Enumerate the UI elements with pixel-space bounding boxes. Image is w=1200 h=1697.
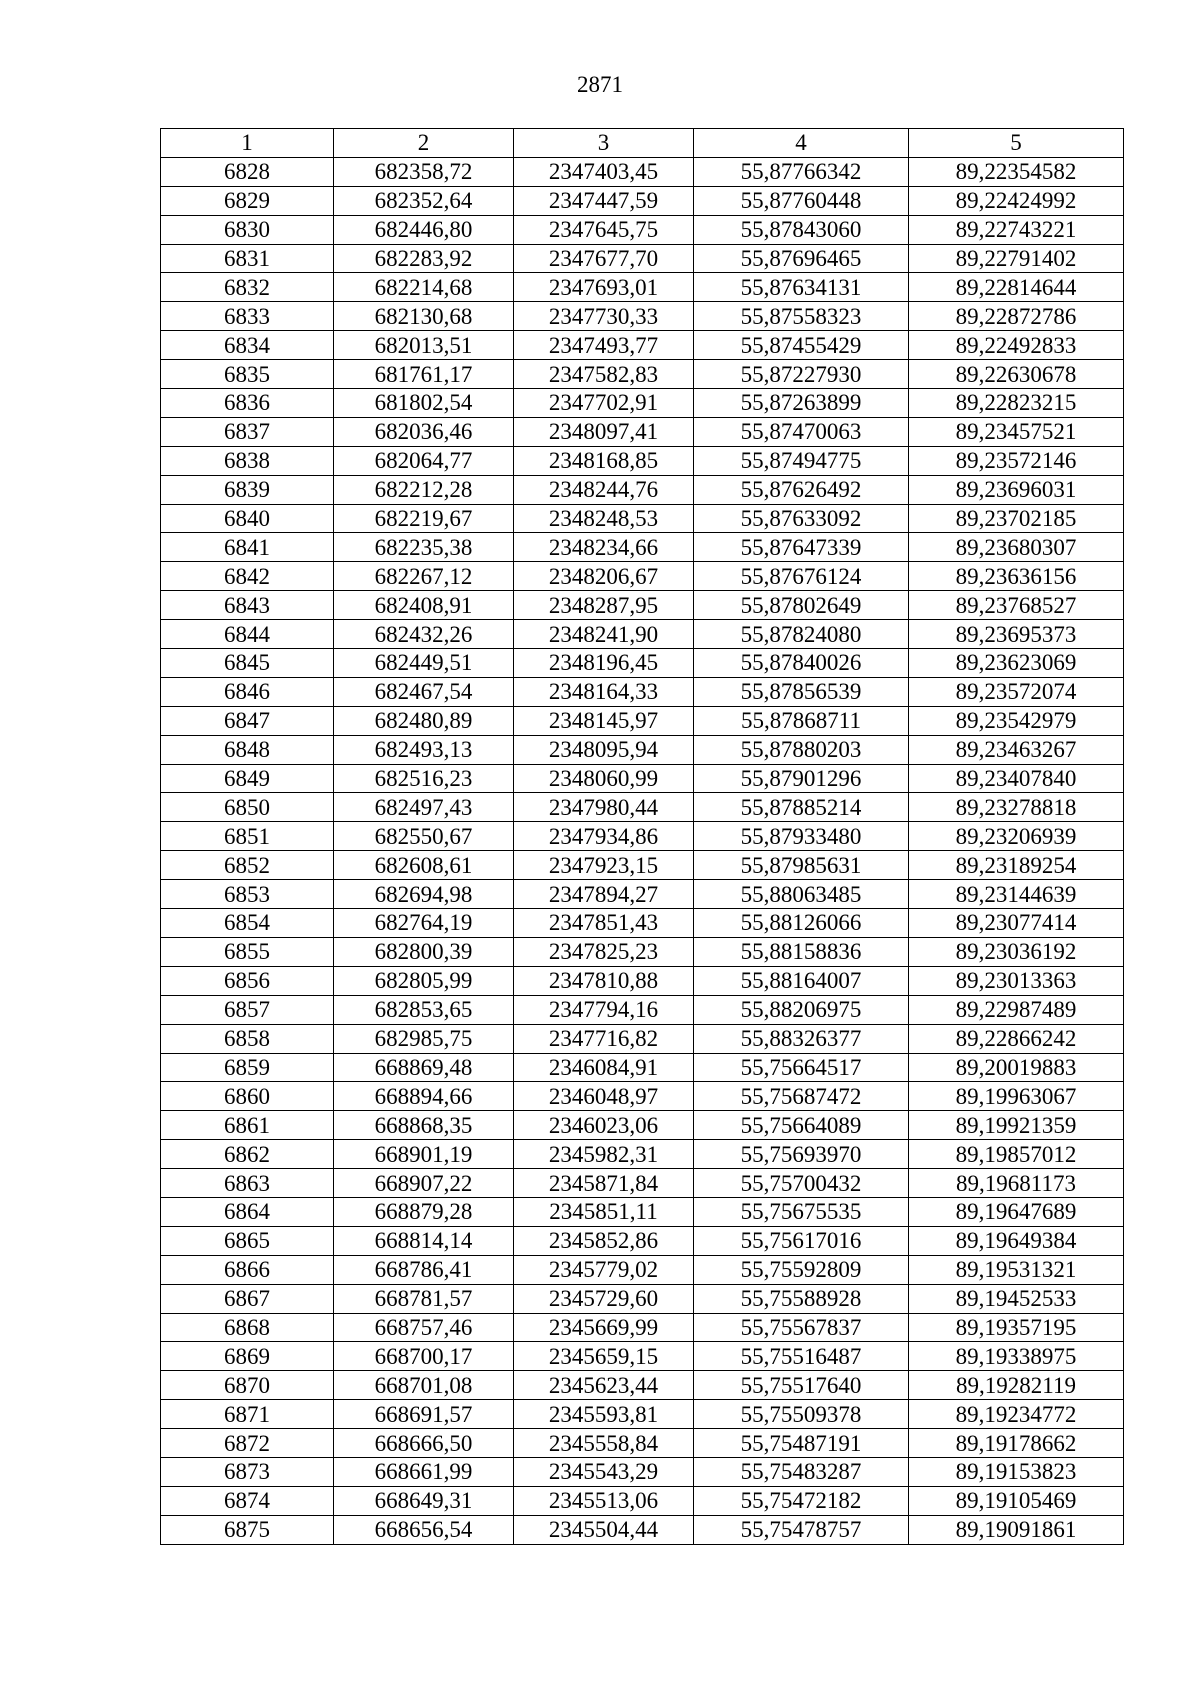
table-row	[161, 1197, 1124, 1226]
x-coordinate-cell: 668894,66	[334, 1082, 514, 1111]
longitude-cell: 89,22743221	[909, 215, 1124, 244]
x-coordinate-cell: 682446,80	[334, 215, 514, 244]
x-coordinate-cell: 668757,46	[334, 1313, 514, 1342]
longitude-cell: 89,23696031	[909, 475, 1124, 504]
y-coordinate-cell: 2345852,86	[514, 1226, 694, 1255]
y-coordinate-cell: 2345543,29	[514, 1457, 694, 1486]
latitude-cell: 55,87263899	[694, 389, 909, 418]
latitude-cell: 55,75588928	[694, 1284, 909, 1313]
x-coordinate-cell: 668691,57	[334, 1400, 514, 1429]
latitude-cell: 55,88158836	[694, 937, 909, 966]
longitude-cell: 89,19282119	[909, 1371, 1124, 1400]
latitude-cell: 55,87766342	[694, 157, 909, 186]
longitude-cell: 89,23768527	[909, 591, 1124, 620]
table-row	[161, 215, 1124, 244]
latitude-cell: 55,75664517	[694, 1053, 909, 1082]
latitude-cell: 55,75687472	[694, 1082, 909, 1111]
point-number-cell: 6847	[161, 706, 334, 735]
point-number-cell: 6831	[161, 244, 334, 273]
table-row	[161, 1457, 1124, 1486]
y-coordinate-cell: 2346084,91	[514, 1053, 694, 1082]
y-coordinate-cell: 2348196,45	[514, 649, 694, 678]
point-number-cell: 6838	[161, 446, 334, 475]
point-number-cell: 6875	[161, 1515, 334, 1544]
longitude-cell: 89,22354582	[909, 157, 1124, 186]
table-row	[161, 1284, 1124, 1313]
x-coordinate-cell: 682467,54	[334, 677, 514, 706]
point-number-cell: 6840	[161, 504, 334, 533]
table-row	[161, 793, 1124, 822]
latitude-cell: 55,75478757	[694, 1515, 909, 1544]
latitude-cell: 55,87933480	[694, 822, 909, 851]
latitude-cell: 55,87856539	[694, 677, 909, 706]
longitude-cell: 89,19234772	[909, 1400, 1124, 1429]
x-coordinate-cell: 682497,43	[334, 793, 514, 822]
x-coordinate-cell: 682130,68	[334, 302, 514, 331]
longitude-cell: 89,19647689	[909, 1197, 1124, 1226]
longitude-cell: 89,23680307	[909, 533, 1124, 562]
y-coordinate-cell: 2345623,44	[514, 1371, 694, 1400]
table-row	[161, 331, 1124, 360]
table-row	[161, 273, 1124, 302]
x-coordinate-cell: 668700,17	[334, 1342, 514, 1371]
y-coordinate-cell: 2345558,84	[514, 1429, 694, 1458]
y-coordinate-cell: 2345669,99	[514, 1313, 694, 1342]
table-row	[161, 1140, 1124, 1169]
longitude-cell: 89,22987489	[909, 995, 1124, 1024]
x-coordinate-cell: 682235,38	[334, 533, 514, 562]
longitude-cell: 89,19649384	[909, 1226, 1124, 1255]
x-coordinate-cell: 682550,67	[334, 822, 514, 851]
longitude-cell: 89,19091861	[909, 1515, 1124, 1544]
longitude-cell: 89,19531321	[909, 1255, 1124, 1284]
x-coordinate-cell: 668879,28	[334, 1197, 514, 1226]
point-number-cell: 6835	[161, 360, 334, 389]
latitude-cell: 55,88126066	[694, 909, 909, 938]
table-row	[161, 1313, 1124, 1342]
latitude-cell: 55,88164007	[694, 966, 909, 995]
latitude-cell: 55,87901296	[694, 764, 909, 793]
x-coordinate-cell: 682214,68	[334, 273, 514, 302]
longitude-cell: 89,19357195	[909, 1313, 1124, 1342]
longitude-cell: 89,19452533	[909, 1284, 1124, 1313]
y-coordinate-cell: 2348248,53	[514, 504, 694, 533]
table-row	[161, 851, 1124, 880]
point-number-cell: 6828	[161, 157, 334, 186]
table-row	[161, 1486, 1124, 1515]
longitude-cell: 89,23572074	[909, 677, 1124, 706]
longitude-cell: 89,22791402	[909, 244, 1124, 273]
longitude-cell: 89,19681173	[909, 1169, 1124, 1198]
longitude-cell: 89,23457521	[909, 417, 1124, 446]
point-number-cell: 6857	[161, 995, 334, 1024]
y-coordinate-cell: 2345504,44	[514, 1515, 694, 1544]
point-number-cell: 6850	[161, 793, 334, 822]
table-row	[161, 909, 1124, 938]
table-row	[161, 562, 1124, 591]
point-number-cell: 6854	[161, 909, 334, 938]
y-coordinate-cell: 2347582,83	[514, 360, 694, 389]
point-number-cell: 6842	[161, 562, 334, 591]
latitude-cell: 55,75567837	[694, 1313, 909, 1342]
x-coordinate-cell: 682013,51	[334, 331, 514, 360]
table-row	[161, 1400, 1124, 1429]
latitude-cell: 55,88326377	[694, 1024, 909, 1053]
point-number-cell: 6848	[161, 735, 334, 764]
x-coordinate-cell: 682853,65	[334, 995, 514, 1024]
table-row	[161, 1082, 1124, 1111]
point-number-cell: 6862	[161, 1140, 334, 1169]
point-number-cell: 6859	[161, 1053, 334, 1082]
x-coordinate-cell: 668666,50	[334, 1429, 514, 1458]
y-coordinate-cell: 2347794,16	[514, 995, 694, 1024]
latitude-cell: 55,87696465	[694, 244, 909, 273]
point-number-cell: 6849	[161, 764, 334, 793]
table-row	[161, 186, 1124, 215]
longitude-cell: 89,23036192	[909, 937, 1124, 966]
point-number-cell: 6867	[161, 1284, 334, 1313]
x-coordinate-cell: 682408,91	[334, 591, 514, 620]
latitude-cell: 55,75664089	[694, 1111, 909, 1140]
point-number-cell: 6861	[161, 1111, 334, 1140]
x-coordinate-cell: 682985,75	[334, 1024, 514, 1053]
y-coordinate-cell: 2348164,33	[514, 677, 694, 706]
table-row	[161, 1371, 1124, 1400]
point-number-cell: 6845	[161, 649, 334, 678]
latitude-cell: 55,87634131	[694, 273, 909, 302]
x-coordinate-cell: 668661,99	[334, 1457, 514, 1486]
latitude-cell: 55,75472182	[694, 1486, 909, 1515]
table-row	[161, 1169, 1124, 1198]
latitude-cell: 55,75509378	[694, 1400, 909, 1429]
point-number-cell: 6874	[161, 1486, 334, 1515]
latitude-cell: 55,87626492	[694, 475, 909, 504]
longitude-cell: 89,23407840	[909, 764, 1124, 793]
point-number-cell: 6856	[161, 966, 334, 995]
x-coordinate-cell: 682480,89	[334, 706, 514, 735]
y-coordinate-cell: 2347403,45	[514, 157, 694, 186]
longitude-cell: 89,23623069	[909, 649, 1124, 678]
latitude-cell: 55,75516487	[694, 1342, 909, 1371]
latitude-cell: 55,87647339	[694, 533, 909, 562]
longitude-cell: 89,22866242	[909, 1024, 1124, 1053]
x-coordinate-cell: 668786,41	[334, 1255, 514, 1284]
y-coordinate-cell: 2347702,91	[514, 389, 694, 418]
latitude-cell: 55,75617016	[694, 1226, 909, 1255]
point-number-cell: 6869	[161, 1342, 334, 1371]
y-coordinate-cell: 2347716,82	[514, 1024, 694, 1053]
point-number-cell: 6844	[161, 620, 334, 649]
longitude-cell: 89,22630678	[909, 360, 1124, 389]
column-header: 5	[909, 129, 1124, 158]
y-coordinate-cell: 2345851,11	[514, 1197, 694, 1226]
point-number-cell: 6872	[161, 1429, 334, 1458]
y-coordinate-cell: 2347980,44	[514, 793, 694, 822]
point-number-cell: 6858	[161, 1024, 334, 1053]
y-coordinate-cell: 2347894,27	[514, 880, 694, 909]
point-number-cell: 6834	[161, 331, 334, 360]
latitude-cell: 55,87885214	[694, 793, 909, 822]
x-coordinate-cell: 668649,31	[334, 1486, 514, 1515]
table-header-row	[161, 129, 1124, 158]
table-row	[161, 764, 1124, 793]
x-coordinate-cell: 682212,28	[334, 475, 514, 504]
point-number-cell: 6830	[161, 215, 334, 244]
latitude-cell: 55,75483287	[694, 1457, 909, 1486]
longitude-cell: 89,19921359	[909, 1111, 1124, 1140]
table-row	[161, 1515, 1124, 1544]
x-coordinate-cell: 682800,39	[334, 937, 514, 966]
table-row	[161, 677, 1124, 706]
y-coordinate-cell: 2348287,95	[514, 591, 694, 620]
y-coordinate-cell: 2346023,06	[514, 1111, 694, 1140]
table-row	[161, 1111, 1124, 1140]
latitude-cell: 55,88063485	[694, 880, 909, 909]
latitude-cell: 55,87633092	[694, 504, 909, 533]
table-row	[161, 966, 1124, 995]
table-row	[161, 157, 1124, 186]
table-row	[161, 417, 1124, 446]
x-coordinate-cell: 682432,26	[334, 620, 514, 649]
latitude-cell: 55,87843060	[694, 215, 909, 244]
table-row	[161, 591, 1124, 620]
latitude-cell: 55,87880203	[694, 735, 909, 764]
point-number-cell: 6870	[161, 1371, 334, 1400]
coordinates-table-body	[161, 129, 1124, 1545]
x-coordinate-cell: 668781,57	[334, 1284, 514, 1313]
longitude-cell: 89,22872786	[909, 302, 1124, 331]
longitude-cell: 89,22424992	[909, 186, 1124, 215]
latitude-cell: 55,75693970	[694, 1140, 909, 1169]
longitude-cell: 89,23206939	[909, 822, 1124, 851]
table-row	[161, 504, 1124, 533]
x-coordinate-cell: 682036,46	[334, 417, 514, 446]
latitude-cell: 55,87840026	[694, 649, 909, 678]
y-coordinate-cell: 2347810,88	[514, 966, 694, 995]
x-coordinate-cell: 668868,35	[334, 1111, 514, 1140]
latitude-cell: 55,87824080	[694, 620, 909, 649]
latitude-cell: 55,87760448	[694, 186, 909, 215]
table-row	[161, 937, 1124, 966]
table-row	[161, 360, 1124, 389]
y-coordinate-cell: 2348168,85	[514, 446, 694, 475]
longitude-cell: 89,23013363	[909, 966, 1124, 995]
x-coordinate-cell: 682694,98	[334, 880, 514, 909]
y-coordinate-cell: 2345871,84	[514, 1169, 694, 1198]
page-number: 2871	[577, 72, 623, 97]
table-row	[161, 1053, 1124, 1082]
x-coordinate-cell: 682805,99	[334, 966, 514, 995]
y-coordinate-cell: 2345729,60	[514, 1284, 694, 1313]
y-coordinate-cell: 2348097,41	[514, 417, 694, 446]
column-header: 1	[161, 129, 334, 158]
table-row	[161, 880, 1124, 909]
point-number-cell: 6846	[161, 677, 334, 706]
latitude-cell: 55,75517640	[694, 1371, 909, 1400]
longitude-cell: 89,22823215	[909, 389, 1124, 418]
point-number-cell: 6865	[161, 1226, 334, 1255]
x-coordinate-cell: 682283,92	[334, 244, 514, 273]
y-coordinate-cell: 2347934,86	[514, 822, 694, 851]
longitude-cell: 89,23702185	[909, 504, 1124, 533]
table-row	[161, 735, 1124, 764]
x-coordinate-cell: 668869,48	[334, 1053, 514, 1082]
y-coordinate-cell: 2346048,97	[514, 1082, 694, 1111]
y-coordinate-cell: 2348244,76	[514, 475, 694, 504]
x-coordinate-cell: 682219,67	[334, 504, 514, 533]
y-coordinate-cell: 2348206,67	[514, 562, 694, 591]
longitude-cell: 89,19153823	[909, 1457, 1124, 1486]
table-row	[161, 1255, 1124, 1284]
longitude-cell: 89,19178662	[909, 1429, 1124, 1458]
point-number-cell: 6860	[161, 1082, 334, 1111]
longitude-cell: 89,23189254	[909, 851, 1124, 880]
latitude-cell: 55,87558323	[694, 302, 909, 331]
y-coordinate-cell: 2348060,99	[514, 764, 694, 793]
table-row	[161, 389, 1124, 418]
longitude-cell: 89,19105469	[909, 1486, 1124, 1515]
longitude-cell: 89,23572146	[909, 446, 1124, 475]
longitude-cell: 89,19338975	[909, 1342, 1124, 1371]
y-coordinate-cell: 2348095,94	[514, 735, 694, 764]
y-coordinate-cell: 2347730,33	[514, 302, 694, 331]
point-number-cell: 6832	[161, 273, 334, 302]
y-coordinate-cell: 2347493,77	[514, 331, 694, 360]
column-header: 3	[514, 129, 694, 158]
x-coordinate-cell: 668901,19	[334, 1140, 514, 1169]
x-coordinate-cell: 682516,23	[334, 764, 514, 793]
point-number-cell: 6853	[161, 880, 334, 909]
table-row	[161, 822, 1124, 851]
x-coordinate-cell: 682352,64	[334, 186, 514, 215]
table-row	[161, 1342, 1124, 1371]
y-coordinate-cell: 2345779,02	[514, 1255, 694, 1284]
latitude-cell: 55,87802649	[694, 591, 909, 620]
longitude-cell: 89,23144639	[909, 880, 1124, 909]
y-coordinate-cell: 2345982,31	[514, 1140, 694, 1169]
point-number-cell: 6871	[161, 1400, 334, 1429]
x-coordinate-cell: 682449,51	[334, 649, 514, 678]
x-coordinate-cell: 682764,19	[334, 909, 514, 938]
table-row	[161, 620, 1124, 649]
point-number-cell: 6851	[161, 822, 334, 851]
y-coordinate-cell: 2347923,15	[514, 851, 694, 880]
longitude-cell: 89,19963067	[909, 1082, 1124, 1111]
point-number-cell: 6843	[161, 591, 334, 620]
x-coordinate-cell: 668814,14	[334, 1226, 514, 1255]
y-coordinate-cell: 2348241,90	[514, 620, 694, 649]
point-number-cell: 6836	[161, 389, 334, 418]
table-row	[161, 1024, 1124, 1053]
x-coordinate-cell: 668656,54	[334, 1515, 514, 1544]
point-number-cell: 6852	[161, 851, 334, 880]
point-number-cell: 6833	[161, 302, 334, 331]
y-coordinate-cell: 2347677,70	[514, 244, 694, 273]
y-coordinate-cell: 2348234,66	[514, 533, 694, 562]
y-coordinate-cell: 2347825,23	[514, 937, 694, 966]
x-coordinate-cell: 682267,12	[334, 562, 514, 591]
y-coordinate-cell: 2348145,97	[514, 706, 694, 735]
table-row	[161, 302, 1124, 331]
latitude-cell: 55,75487191	[694, 1429, 909, 1458]
table-row	[161, 244, 1124, 273]
point-number-cell: 6868	[161, 1313, 334, 1342]
x-coordinate-cell: 682064,77	[334, 446, 514, 475]
latitude-cell: 55,87868711	[694, 706, 909, 735]
point-number-cell: 6839	[161, 475, 334, 504]
x-coordinate-cell: 682493,13	[334, 735, 514, 764]
y-coordinate-cell: 2347851,43	[514, 909, 694, 938]
latitude-cell: 55,75592809	[694, 1255, 909, 1284]
latitude-cell: 55,75675535	[694, 1197, 909, 1226]
table-row	[161, 475, 1124, 504]
column-header: 4	[694, 129, 909, 158]
x-coordinate-cell: 681761,17	[334, 360, 514, 389]
x-coordinate-cell: 668907,22	[334, 1169, 514, 1198]
latitude-cell: 55,87470063	[694, 417, 909, 446]
latitude-cell: 55,87494775	[694, 446, 909, 475]
table-row	[161, 706, 1124, 735]
point-number-cell: 6863	[161, 1169, 334, 1198]
latitude-cell: 55,88206975	[694, 995, 909, 1024]
coordinates-table	[160, 128, 1124, 1545]
latitude-cell: 55,87227930	[694, 360, 909, 389]
y-coordinate-cell: 2347447,59	[514, 186, 694, 215]
x-coordinate-cell: 681802,54	[334, 389, 514, 418]
table-row	[161, 649, 1124, 678]
x-coordinate-cell: 668701,08	[334, 1371, 514, 1400]
point-number-cell: 6829	[161, 186, 334, 215]
longitude-cell: 89,23278818	[909, 793, 1124, 822]
longitude-cell: 89,20019883	[909, 1053, 1124, 1082]
latitude-cell: 55,87985631	[694, 851, 909, 880]
longitude-cell: 89,22814644	[909, 273, 1124, 302]
longitude-cell: 89,22492833	[909, 331, 1124, 360]
y-coordinate-cell: 2347693,01	[514, 273, 694, 302]
latitude-cell: 55,75700432	[694, 1169, 909, 1198]
point-number-cell: 6855	[161, 937, 334, 966]
point-number-cell: 6873	[161, 1457, 334, 1486]
point-number-cell: 6837	[161, 417, 334, 446]
table-row	[161, 446, 1124, 475]
point-number-cell: 6864	[161, 1197, 334, 1226]
x-coordinate-cell: 682608,61	[334, 851, 514, 880]
longitude-cell: 89,23636156	[909, 562, 1124, 591]
table-row	[161, 1226, 1124, 1255]
y-coordinate-cell: 2345659,15	[514, 1342, 694, 1371]
table-row	[161, 1429, 1124, 1458]
y-coordinate-cell: 2345593,81	[514, 1400, 694, 1429]
longitude-cell: 89,23463267	[909, 735, 1124, 764]
point-number-cell: 6866	[161, 1255, 334, 1284]
longitude-cell: 89,23077414	[909, 909, 1124, 938]
column-header: 2	[334, 129, 514, 158]
y-coordinate-cell: 2345513,06	[514, 1486, 694, 1515]
latitude-cell: 55,87455429	[694, 331, 909, 360]
longitude-cell: 89,19857012	[909, 1140, 1124, 1169]
table-row	[161, 995, 1124, 1024]
longitude-cell: 89,23542979	[909, 706, 1124, 735]
latitude-cell: 55,87676124	[694, 562, 909, 591]
table-row	[161, 533, 1124, 562]
x-coordinate-cell: 682358,72	[334, 157, 514, 186]
longitude-cell: 89,23695373	[909, 620, 1124, 649]
y-coordinate-cell: 2347645,75	[514, 215, 694, 244]
point-number-cell: 6841	[161, 533, 334, 562]
